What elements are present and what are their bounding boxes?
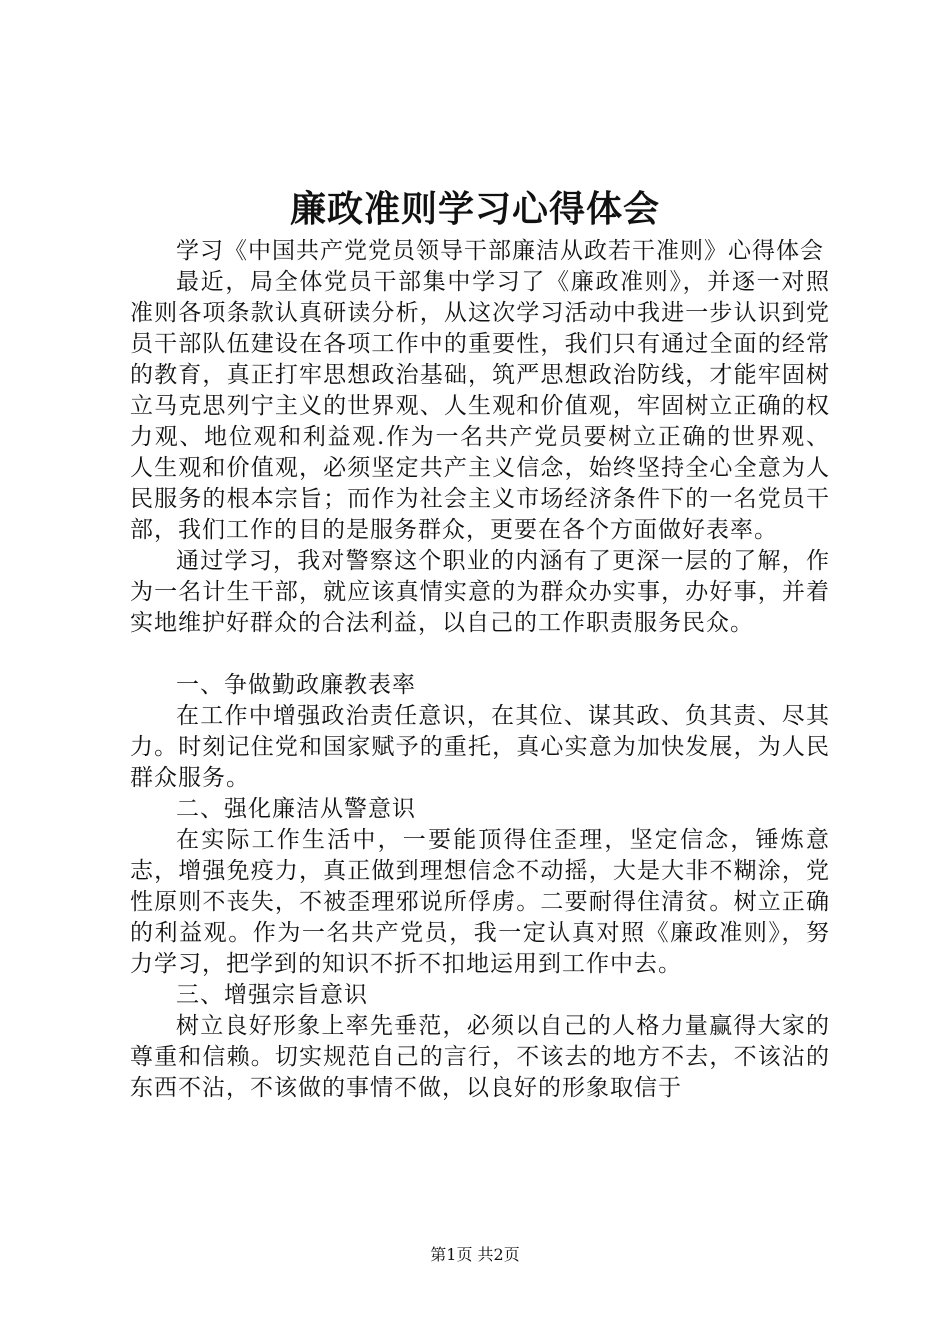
paragraph-subtitle: 学习《中国共产党党员领导干部廉洁从政若干准则》心得体会 (176, 238, 824, 264)
section-heading-3: 三、增强宗旨意识 (176, 982, 368, 1008)
paragraph-section-2: 在实际工作生活中，一要能顶得住歪理，坚定信念，锤炼意志，增强免疫力，真正做到理想信念不动摇，大是大非不糊涂，党性原则不丧失，不被歪理邪说所俘虏。二要耐得住清贫。树立正确的利益观。作为一名共产党员，我一定认真对照《廉政准则》，努力学习，把学到的知识不折不扣地运用到工作中去。 (130, 827, 830, 977)
page-title: 廉政准则学习心得体会 (289, 188, 660, 230)
paragraph-section-1: 在工作中增强政治责任意识，在其位、谋其政、负其责、尽其力。时刻记住党和国家赋予的重托，真心实意为加快发展，为人民群众服务。 (130, 703, 830, 791)
paragraph-section-3: 树立良好形象上率先垂范，必须以自己的人格力量赢得大家的尊重和信赖。切实规范自己的言行，不该去的地方不去，不该沾的东西不沾，不该做的事情不做，以良好的形象取信于 (130, 1013, 830, 1101)
document-body (130, 236, 830, 1104)
page-footer: 第1页 共2页 (430, 1245, 520, 1264)
paragraph-study: 通过学习，我对警察这个职业的内涵有了更深一层的了解，作为一名计生干部，就应该真情实意的为群众办实事，办好事，并着实地维护好群众的合法利益，以自己的工作职责服务民众。 (130, 548, 830, 636)
section-heading-2: 二、强化廉洁从警意识 (176, 796, 416, 822)
paragraph-intro: 最近，局全体党员干部集中学习了《廉政准则》，并逐一对照准则各项条款认真研读分析，从这次学习活动中我进一步认识到党员干部队伍建设在各项工作中的重要性，我们只有通过全面的经常的教育，真正打牢思想政治基础，筑严思想政治防线，才能牢固树立马克思列宁主义的世界观、人生观和价值观，牢固树立正确的权力观、地位观和利益观.作为一名共产党员要树立正确的世界观、人生观和价值观，必须坚定共产主义信念，始终坚持全心全意为人民服务的根本宗旨；而作为社会主义市场经济条件下的一名党员干部，我们工作的目的是服务群众，更要在各个方面做好表率。 (130, 269, 830, 543)
section-heading-1: 一、争做勤政廉教表率 (176, 672, 416, 698)
